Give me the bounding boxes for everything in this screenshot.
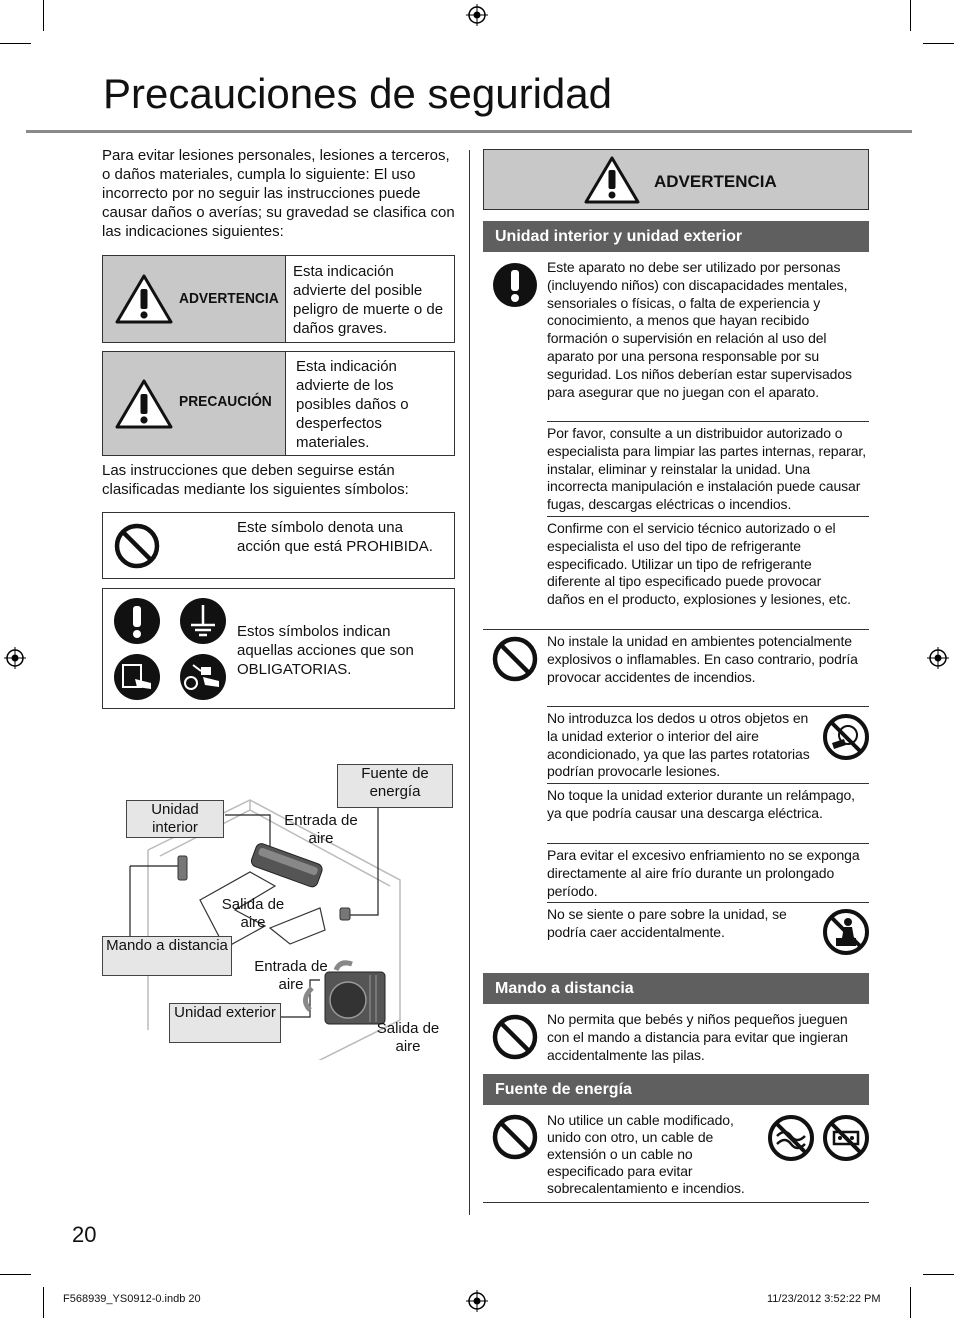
- legend-warning-label: ADVERTENCIA: [179, 290, 279, 307]
- no-modified-cable-icon: [767, 1114, 815, 1162]
- mandatory-symbols-text: Estos símbolos indican aquellas acciones que son OBLIGATORIAS.: [237, 623, 414, 678]
- crop-mark: [910, 0, 911, 31]
- no-standing-icon: [822, 908, 870, 956]
- item-divider: [483, 1202, 869, 1203]
- warning-triangle-icon: [115, 273, 173, 325]
- warning-item: No permita que bebés y niños pequeños jueguen con el mando a distancia para evitar que ingieran accidentalmente las pilas.: [547, 1011, 848, 1063]
- section-title-power: Fuente de energía: [483, 1074, 869, 1105]
- registration-mark-icon: [927, 647, 949, 669]
- label-power-source: Fuente de energía: [337, 764, 453, 808]
- intro-paragraph: Para evitar lesiones personales, lesiones a terceros, o daños materiales, cumpla lo siguiente: El uso incorrecto por no seguir las instrucciones puede causar daños o averías; su gravedad se clasifica con las indicaciones siguientes:: [102, 147, 455, 240]
- item-divider: [547, 843, 869, 844]
- mandatory-symbols-box: [102, 588, 455, 709]
- warning-item: No toque la unidad exterior durante un relámpago, ya que podría causar una descarga eléctrica.: [547, 787, 855, 821]
- warning-item: No instale la unidad en ambientes potencialmente explosivos o inflamables. En caso contrario, podría provocar accidentes de incendios.: [547, 633, 858, 685]
- crop-mark: [910, 1287, 911, 1318]
- title-divider: [26, 130, 912, 133]
- label-air-outlet-outdoor: Salida de aire: [376, 1020, 440, 1055]
- prohibited-symbol-text: Este símbolo denota una acción que está PROHIBIDA.: [237, 519, 433, 555]
- footer-file: F568939_YS0912-0.indb 20: [63, 1293, 201, 1305]
- prohibited-icon: [491, 1113, 539, 1161]
- warning-item: No utilice un cable modificado, unido con otro, un cable de extensión o un cable no especificado para evitar sobrecalentamiento e incendios.: [547, 1112, 745, 1196]
- section-title-remote: Mando a distancia: [483, 973, 869, 1004]
- legend-caution-text: Esta indicación advierte de los posibles daños o desperfectos materiales.: [296, 358, 409, 451]
- prohibited-icon: [491, 635, 539, 683]
- crop-mark: [43, 0, 44, 31]
- mandatory-exclamation-icon: [113, 597, 161, 645]
- prohibited-icon: [113, 522, 161, 570]
- crop-mark: [43, 1287, 44, 1318]
- registration-mark-icon: [4, 647, 26, 669]
- legend-caution-box: [102, 351, 455, 456]
- label-remote: Mando a distancia: [102, 936, 232, 976]
- disconnect-plug-icon: [179, 653, 227, 701]
- warning-header-box: [483, 149, 869, 210]
- footer-date: 11/23/2012 3:52:22 PM: [767, 1293, 881, 1305]
- registration-mark-icon: [466, 1290, 488, 1312]
- item-divider: [547, 902, 869, 903]
- label-indoor-unit: Unidad interior: [126, 800, 224, 838]
- section-title-indoor-outdoor: Unidad interior y unidad exterior: [483, 221, 869, 252]
- crop-mark: [923, 43, 954, 44]
- label-air-inlet-outdoor: Entrada de aire: [254, 958, 328, 993]
- warning-item: Para evitar el excesivo enfriamiento no se exponga directamente al aire frío durante un prolongado período.: [547, 847, 860, 899]
- caution-triangle-icon: [115, 378, 173, 430]
- label-outdoor-unit: Unidad exterior: [169, 1003, 281, 1043]
- warning-item: Este aparato no debe ser utilizado por personas (incluyendo niños) con discapacidades mentales, sensoriales o físicas, o falta de experiencia y conocimiento, a menos que hayan recibido formación o supervisión en relación al uso del aparato por una persona responsable por su seguridad. Los niños deberían estar supervisados para asegurar que no juegan con el aparato.: [547, 259, 852, 400]
- registration-mark-icon: [466, 4, 488, 26]
- symbols-intro: Las instrucciones que deben seguirse están clasificadas mediante los siguientes símbolos:: [102, 462, 409, 498]
- legend-warning-box: [102, 255, 455, 343]
- item-divider: [547, 516, 869, 517]
- no-extension-cable-icon: [822, 1114, 870, 1162]
- legend-warning-text: Esta indicación advierte del posible peligro de muerte o de daños graves.: [293, 263, 444, 337]
- warning-item: Por favor, consulte a un distribuidor autorizado o especialista para limpiar las partes internas, reparar, instalar, eliminar y reinstalar la unidad. Una incorrecta manipulación e instalación puede causar fugas, descargas eléctricas o incendios.: [547, 425, 866, 513]
- warning-item: No se siente o pare sobre la unidad, se podría caer accidentalmente.: [547, 906, 787, 940]
- warning-item: Confirme con el servicio técnico autorizado o el especialista el uso del tipo de refrigerante especificado. Utilizar un tipo de refrigerante diferente al tipo especificado puede provocar daños en el producto, explosiones y lesiones, etc.: [547, 520, 851, 608]
- page-number: 20: [72, 1222, 97, 1247]
- item-divider: [547, 421, 869, 422]
- item-divider: [547, 706, 869, 707]
- column-divider: [469, 150, 470, 1215]
- crop-mark: [0, 43, 31, 44]
- label-air-outlet-indoor: Salida de aire: [221, 896, 285, 931]
- legend-caution-label: PRECAUCIÓN: [179, 393, 272, 410]
- label-air-inlet-indoor: Entrada de aire: [284, 812, 358, 847]
- prohibited-icon: [491, 1013, 539, 1061]
- ground-icon: [179, 597, 227, 645]
- warning-triangle-icon: [584, 155, 640, 205]
- item-divider: [547, 783, 869, 784]
- prohibited-symbol-box: [102, 512, 455, 579]
- warning-header-label: ADVERTENCIA: [654, 172, 777, 191]
- no-fingers-icon: [822, 713, 870, 761]
- crop-mark: [923, 1274, 954, 1275]
- crop-mark: [0, 1274, 31, 1275]
- page-title: Precauciones de seguridad: [103, 70, 613, 117]
- item-divider: [483, 629, 869, 630]
- warning-item: No introduzca los dedos u otros objetos en la unidad exterior o interior del aire acondicionado, ya que las partes rotatorias podrían provocarle lesiones.: [547, 710, 810, 780]
- mandatory-exclamation-icon: [492, 262, 538, 308]
- unplug-hand-icon: [113, 653, 161, 701]
